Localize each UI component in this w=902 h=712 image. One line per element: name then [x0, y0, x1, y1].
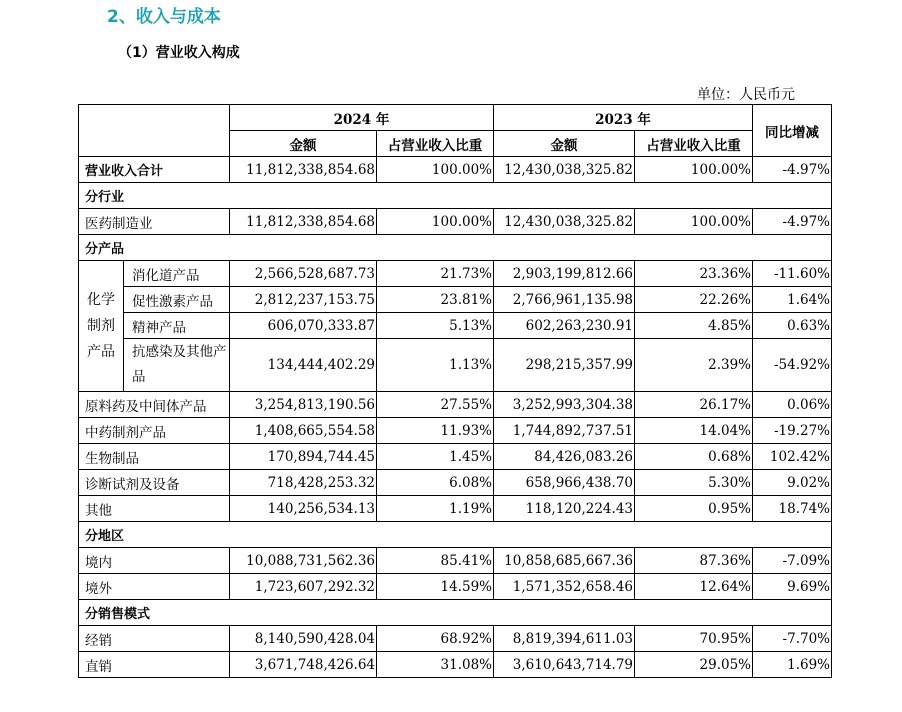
chem-group-line: 化学 [87, 292, 115, 308]
amount-2024: 1,408,665,554.58 [230, 418, 377, 444]
yoy-change: 0.63% [753, 313, 832, 339]
yoy-change: -11.60% [753, 261, 832, 287]
share-2024: 1.19% [377, 496, 494, 522]
share-2024: 11.93% [377, 418, 494, 444]
amount-2023: 12,430,038,325.82 [494, 209, 635, 235]
table-row [79, 287, 832, 313]
section-row-product [79, 235, 832, 261]
amount-2024: 3,254,813,190.56 [230, 392, 377, 418]
amount-2024: 170,894,744.45 [230, 444, 377, 470]
row-label: 精神产品 [124, 313, 230, 339]
amount-2023: 84,426,083.26 [494, 444, 635, 470]
share-2023: 100.00% [635, 157, 753, 183]
section-row-sales-mode [79, 600, 832, 626]
row-label: 生物制品 [79, 444, 230, 470]
sub-title: （1）营业收入构成 [118, 45, 240, 61]
section-label: 分产品 [79, 235, 832, 261]
yoy-change: 1.69% [753, 652, 832, 678]
table-row-total [79, 157, 832, 183]
share-2023: 70.95% [635, 626, 753, 652]
table-row [79, 392, 832, 418]
table-row [79, 496, 832, 522]
amount-2024: 718,428,253.32 [230, 470, 377, 496]
share-2024: 100.00% [377, 209, 494, 235]
amount-2024: 140,256,534.13 [230, 496, 377, 522]
share-2023: 0.95% [635, 496, 753, 522]
share-2023: 100.00% [635, 209, 753, 235]
revenue-table [78, 104, 832, 678]
amount-2024: 134,444,402.29 [230, 339, 377, 392]
amount-2023: 1,571,352,658.46 [494, 574, 635, 600]
table-row [79, 470, 832, 496]
row-label: 原料药及中间体产品 [79, 392, 230, 418]
amount-2023: 12,430,038,325.82 [494, 157, 635, 183]
amount-2023: 10,858,685,667.36 [494, 548, 635, 574]
table-row [79, 418, 832, 444]
row-label: 中药制剂产品 [79, 418, 230, 444]
amount-2024: 2,812,237,153.75 [230, 287, 377, 313]
share-2024: 1.13% [377, 339, 494, 392]
section-label: 分地区 [79, 522, 832, 548]
amount-2023: 2,903,199,812.66 [494, 261, 635, 287]
row-label: 诊断试剂及设备 [79, 470, 230, 496]
amount-2023: 118,120,224.43 [494, 496, 635, 522]
header-amount-2023: 金额 [494, 131, 635, 157]
share-2024: 100.00% [377, 157, 494, 183]
yoy-change: 9.02% [753, 470, 832, 496]
yoy-change: -19.27% [753, 418, 832, 444]
header-blank [79, 105, 230, 157]
table-row [79, 261, 832, 287]
amount-2024: 1,723,607,292.32 [230, 574, 377, 600]
share-2023: 29.05% [635, 652, 753, 678]
yoy-change: 102.42% [753, 444, 832, 470]
share-2023: 4.85% [635, 313, 753, 339]
table-row [79, 574, 832, 600]
amount-2024: 8,140,590,428.04 [230, 626, 377, 652]
amount-2024: 3,671,748,426.64 [230, 652, 377, 678]
share-2024: 23.81% [377, 287, 494, 313]
table-row [79, 444, 832, 470]
header-row-years [79, 105, 832, 131]
yoy-change: 9.69% [753, 574, 832, 600]
amount-2023: 3,252,993,304.38 [494, 392, 635, 418]
amount-2023: 1,744,892,737.51 [494, 418, 635, 444]
amount-2023: 658,966,438.70 [494, 470, 635, 496]
share-2023: 12.64% [635, 574, 753, 600]
section-label: 分行业 [79, 183, 832, 209]
section-row-industry [79, 183, 832, 209]
chem-group-line: 产品 [87, 344, 115, 360]
section-label: 分销售模式 [79, 600, 832, 626]
yoy-change: -4.97% [753, 209, 832, 235]
share-2023: 5.30% [635, 470, 753, 496]
header-yoy: 同比增减 [753, 105, 832, 157]
share-2024: 6.08% [377, 470, 494, 496]
share-2023: 23.36% [635, 261, 753, 287]
row-label: 促性激素产品 [124, 287, 230, 313]
share-2024: 1.45% [377, 444, 494, 470]
table-row [79, 313, 832, 339]
amount-2023: 298,215,357.99 [494, 339, 635, 392]
row-label: 直销 [79, 652, 230, 678]
header-amount-2024: 金额 [230, 131, 377, 157]
section-row-region [79, 522, 832, 548]
header-2024: 2024 年 [230, 105, 494, 131]
row-label: 抗感染及其他产品 [124, 339, 230, 392]
amount-2024: 11,812,338,854.68 [230, 157, 377, 183]
amount-2023: 602,263,230.91 [494, 313, 635, 339]
share-2023: 14.04% [635, 418, 753, 444]
row-label: 其他 [79, 496, 230, 522]
share-2023: 26.17% [635, 392, 753, 418]
share-2024: 85.41% [377, 548, 494, 574]
table-row [79, 626, 832, 652]
share-2023: 0.68% [635, 444, 753, 470]
share-2024: 21.73% [377, 261, 494, 287]
header-2023: 2023 年 [494, 105, 753, 131]
unit-label: 单位：人民币元 [697, 87, 795, 103]
share-2023: 22.26% [635, 287, 753, 313]
row-label: 境内 [79, 548, 230, 574]
table-row [79, 209, 832, 235]
chem-group-line: 制剂 [87, 318, 115, 334]
row-label: 营业收入合计 [79, 157, 230, 183]
share-2024: 68.92% [377, 626, 494, 652]
row-label: 消化道产品 [124, 261, 230, 287]
amount-2023: 3,610,643,714.79 [494, 652, 635, 678]
chem-group-label [79, 261, 124, 392]
table-row [79, 339, 832, 392]
header-share-2024: 占营业收入比重 [377, 131, 494, 157]
yoy-change: -7.70% [753, 626, 832, 652]
yoy-change: -54.92% [753, 339, 832, 392]
yoy-change: 1.64% [753, 287, 832, 313]
share-2024: 27.55% [377, 392, 494, 418]
section-title: 2、收入与成本 [107, 7, 221, 27]
amount-2024: 11,812,338,854.68 [230, 209, 377, 235]
amount-2024: 2,566,528,687.73 [230, 261, 377, 287]
row-label: 境外 [79, 574, 230, 600]
amount-2023: 8,819,394,611.03 [494, 626, 635, 652]
yoy-change: 0.06% [753, 392, 832, 418]
table-row [79, 548, 832, 574]
row-label: 经销 [79, 626, 230, 652]
row-label: 医药制造业 [79, 209, 230, 235]
amount-2024: 10,088,731,562.36 [230, 548, 377, 574]
header-share-2023: 占营业收入比重 [635, 131, 753, 157]
table-row [79, 652, 832, 678]
yoy-change: -4.97% [753, 157, 832, 183]
share-2024: 31.08% [377, 652, 494, 678]
share-2024: 5.13% [377, 313, 494, 339]
amount-2024: 606,070,333.87 [230, 313, 377, 339]
amount-2023: 2,766,961,135.98 [494, 287, 635, 313]
yoy-change: -7.09% [753, 548, 832, 574]
yoy-change: 18.74% [753, 496, 832, 522]
share-2023: 2.39% [635, 339, 753, 392]
share-2024: 14.59% [377, 574, 494, 600]
share-2023: 87.36% [635, 548, 753, 574]
